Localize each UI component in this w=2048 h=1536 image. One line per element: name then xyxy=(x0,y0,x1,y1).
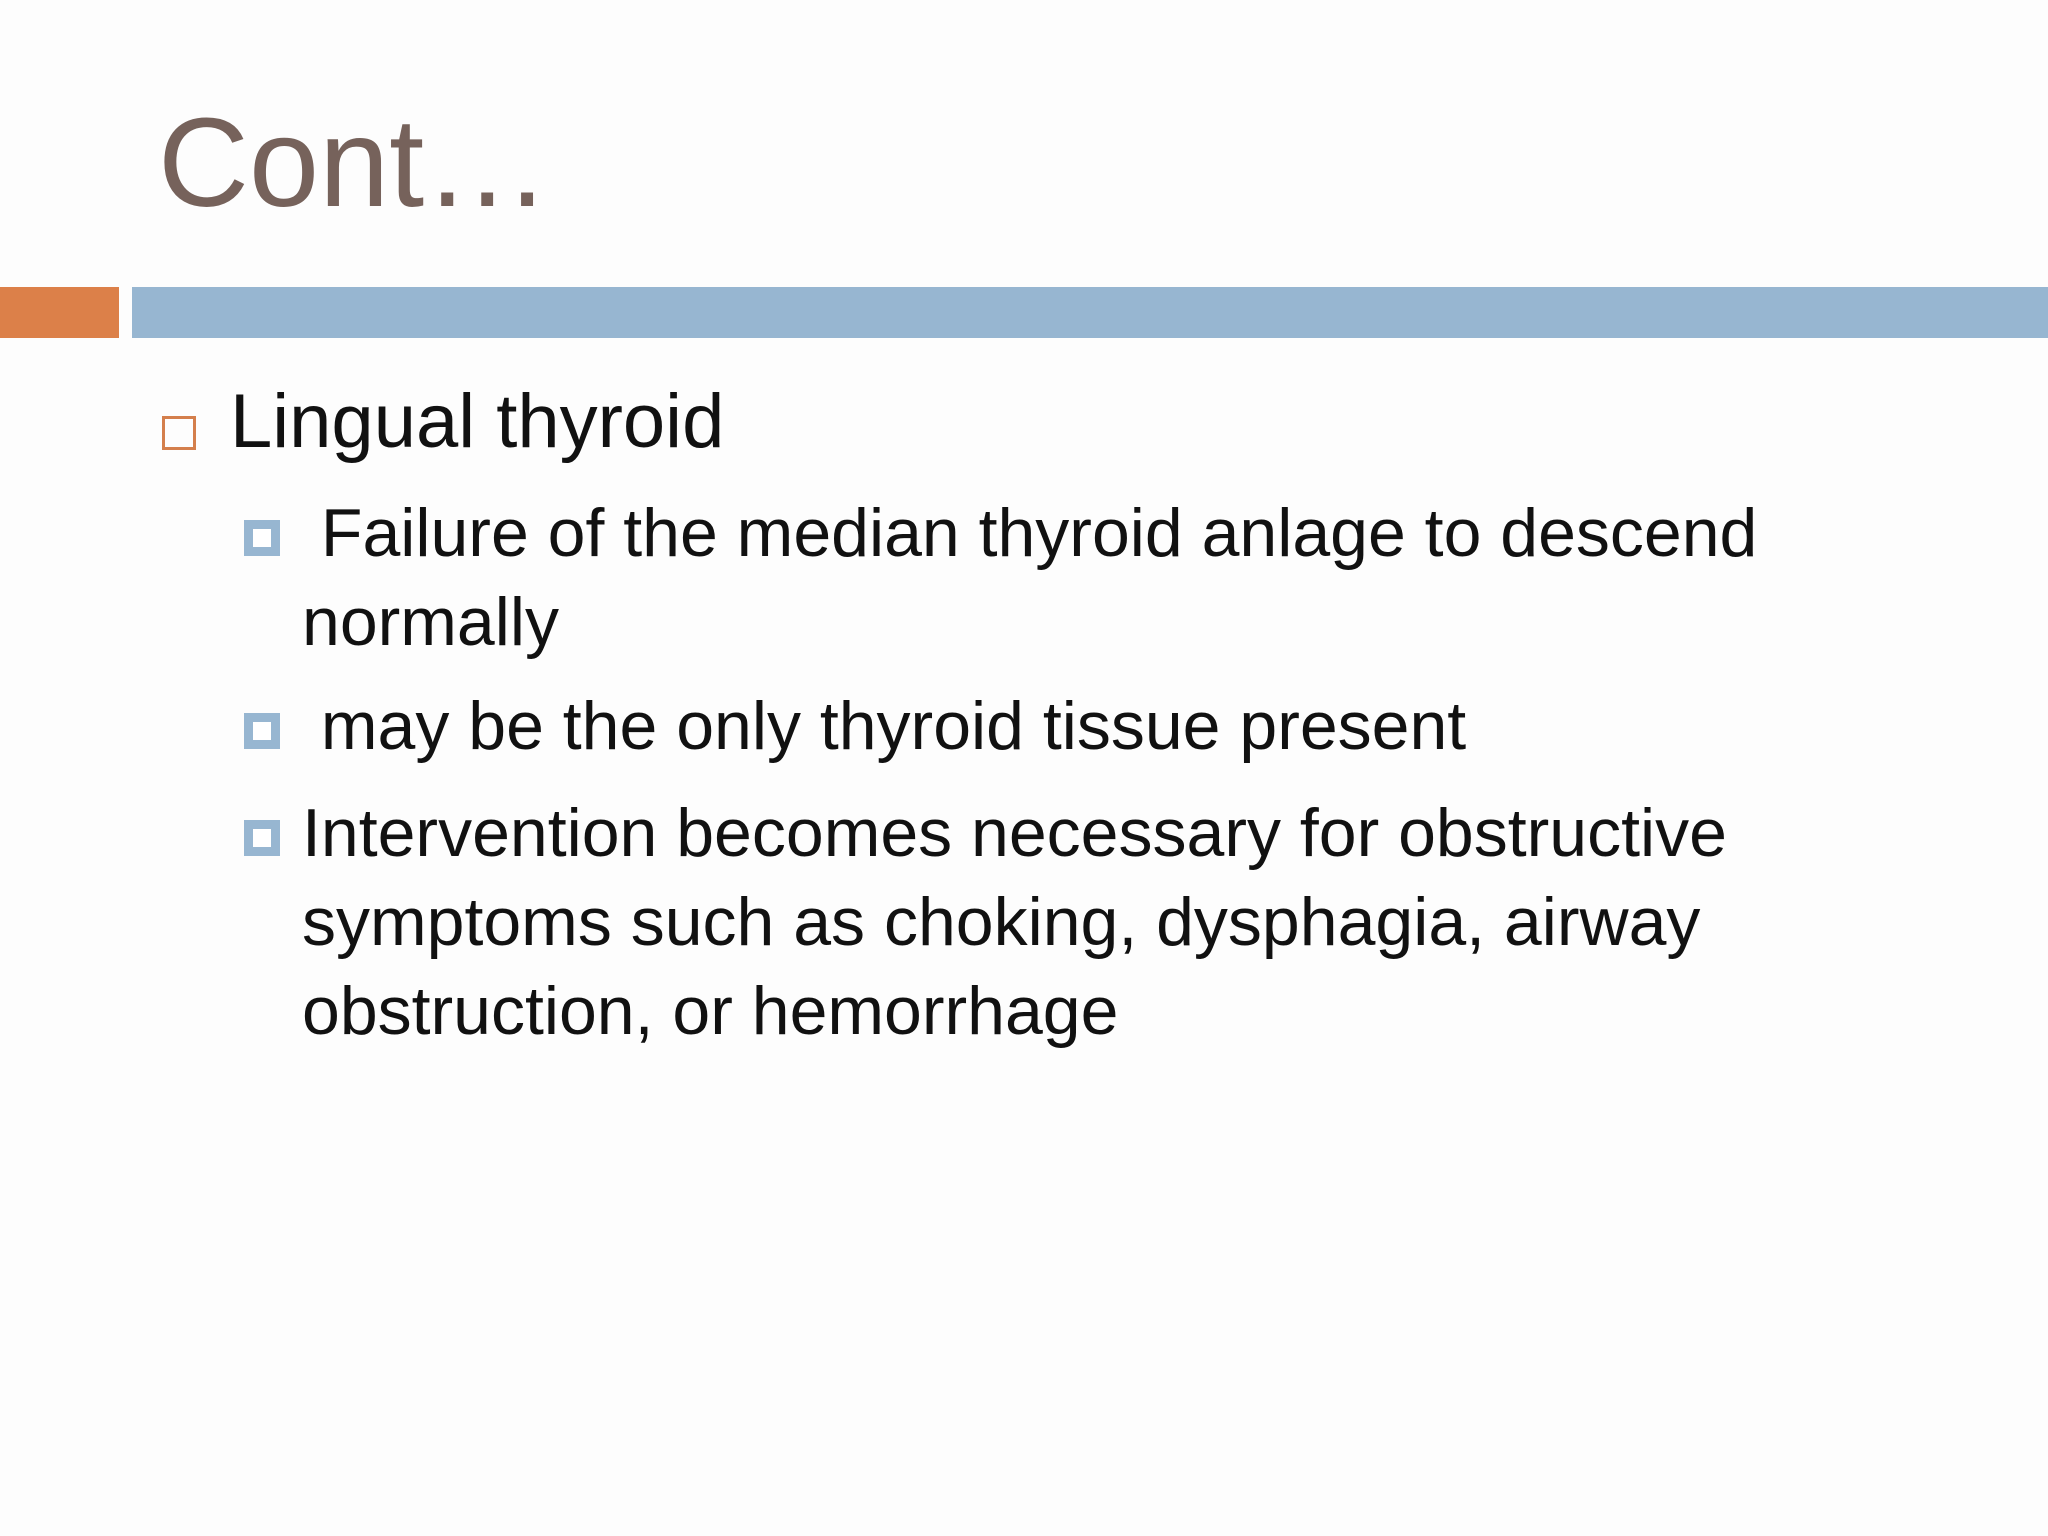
sub-bullet-intervention: Intervention becomes necessary for obstructive symptoms such as choking, dysphagia, airway obstruction, or hemorrhage xyxy=(302,795,1727,1049)
title-accent-bar xyxy=(0,287,119,338)
sub-bullet-only-tissue: may be the only thyroid tissue present xyxy=(302,688,1467,764)
square-bullet-icon xyxy=(244,520,280,556)
sub-bullet-failure: Failure of the median thyroid anlage to descend normally xyxy=(302,495,1777,660)
title-divider-bar xyxy=(132,287,2048,338)
hollow-square-bullet-icon xyxy=(162,416,196,450)
square-bullet-icon xyxy=(244,713,280,749)
slide-title: Cont… xyxy=(158,92,551,233)
square-bullet-icon xyxy=(244,820,280,856)
bullet-lingual-thyroid: Lingual thyroid xyxy=(230,379,725,464)
